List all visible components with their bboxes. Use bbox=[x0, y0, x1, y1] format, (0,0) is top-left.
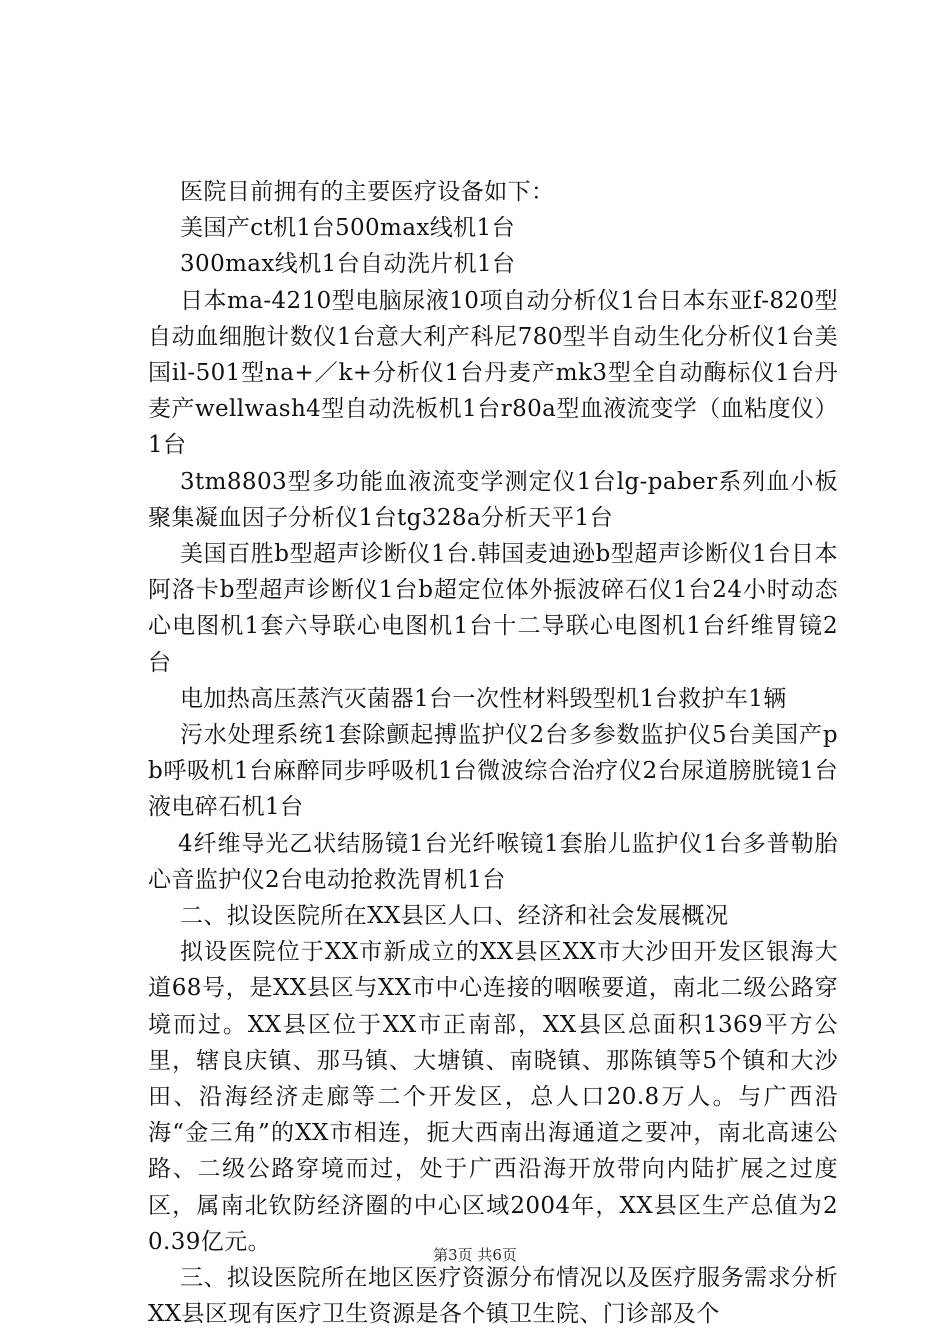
section-heading-medical-resources: 三、拟设医院所在地区医疗资源分布情况以及医疗服务需求分析XX县区现有医疗卫生资源是各个镇卫生院、门诊部及个 bbox=[148, 1265, 838, 1328]
paragraph-equipment-lab: 日本ma-4210型电脑尿液10项自动分析仪1台日本东亚f-820型自动血细胞计数仪1台意大利产科尼780型半自动生化分析仪1台美国il-501型na+／k+分析仪1台丹麦产mk3型全自动酶标仪1台丹麦产wellwash4型自动洗板机1台r80a型血液流变学（血粘度仪）1台 bbox=[148, 287, 838, 459]
paragraph-equipment-sterilizer: 电加热高压蒸汽灭菌器1台一次性材料毁型机1台救护车1辆 bbox=[180, 685, 787, 712]
paragraph-equipment-endoscopy: 4纤维导光乙状结肠镜1台光纤喉镜1套胎儿监护仪1台多普勒胎心音监护仪2台电动抢救洗胃机1台 bbox=[148, 830, 838, 893]
section-heading-population: 二、拟设医院所在XX县区人口、经济和社会发展概况 bbox=[180, 903, 729, 930]
paragraph-equipment-ct: 美国产ct机1台500max线机1台 bbox=[180, 215, 515, 242]
paragraph-population-economy: 拟设医院位于XX市新成立的XX县区XX市大沙田开发区银海大道68号，是XX县区与XX市中心连接的咽喉要道，南北二级公路穿境而过。XX县区位于XX市正南部，XX县区总面积1369平方公里，辖良庆镇、那马镇、大塘镇、南晓镇、那陈镇等5个镇和大沙田、沿海经济走廊等二个开发区，总人口20.8万人。与广西沿海“金三角”的XX市相连，扼大西南出海通道之要冲，南北高速公路、二级公路穿境而过，处于广西沿海开放带向内陆扩展之过度区，属南北钦防经济圈的中心区域2004年，XX县区生产总值为20.39亿元。 bbox=[148, 939, 838, 1255]
paragraph-equipment-xray: 300max线机1台自动洗片机1台 bbox=[180, 251, 516, 278]
paragraph-equipment-ultrasound: 美国百胜b型超声诊断仪1台.韩国麦迪逊b型超声诊断仪1台日本阿洛卡b型超声诊断仪1台b超定位体外振波碎石仪1台24小时动态心电图机1套六导联心电图机1台十二导联心电图机1台纤维胃镜2台 bbox=[148, 541, 838, 676]
paragraph-equipment-intro: 医院目前拥有的主要医疗设备如下： bbox=[180, 179, 555, 205]
page-footer bbox=[0, 1244, 950, 1265]
page-number: 第3页 共6页 bbox=[433, 1246, 517, 1264]
document-body bbox=[148, 174, 838, 1333]
paragraph-equipment-blood: 3tm8803型多功能血液流变学测定仪1台lg-paber系列血小板聚集凝血因子分析仪1台tg328a分析天平1台 bbox=[148, 468, 838, 531]
paragraph-equipment-monitors: 污水处理系统1套除颤起搏监护仪2台多参数监护仪5台美国产pb呼吸机1台麻醉同步呼吸机1台微波综合治疗仪2台尿道膀胱镜1台液电碎石机1台 bbox=[148, 722, 838, 821]
